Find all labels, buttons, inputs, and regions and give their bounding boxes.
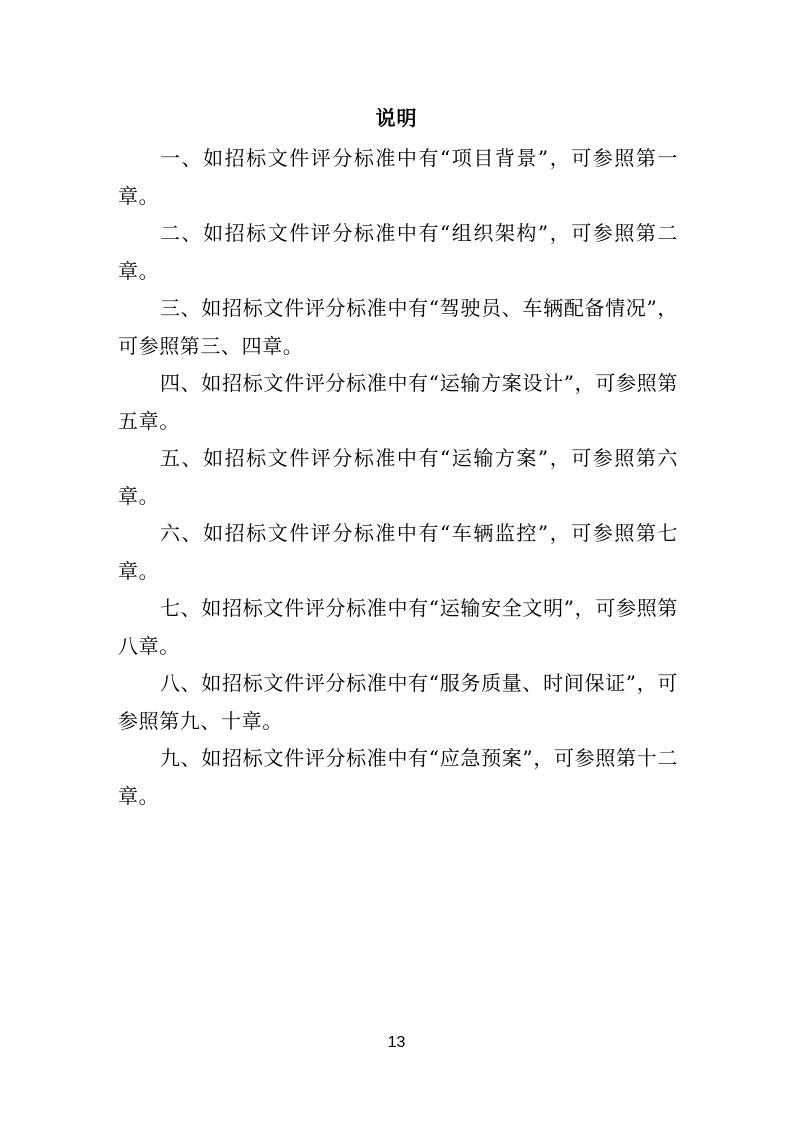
paragraph-4: 四、如招标文件评分标准中有“运输方案设计”，可参照第五章。 (118, 371, 678, 433)
page-title: 说明 (375, 106, 418, 130)
document-body (118, 140, 678, 815)
paragraph-2: 二、如招标文件评分标准中有“组织架构”，可参照第二章。 (118, 221, 678, 283)
paragraph-5: 五、如招标文件评分标准中有“运输方案”，可参照第六章。 (118, 446, 678, 508)
page-number: 13 (387, 1034, 406, 1051)
paragraph-9: 九、如招标文件评分标准中有“应急预案”，可参照第十二章。 (118, 746, 678, 808)
paragraph-6: 六、如招标文件评分标准中有“车辆监控”，可参照第七章。 (118, 521, 678, 583)
paragraph-7: 七、如招标文件评分标准中有“运输安全文明”，可参照第八章。 (118, 596, 678, 658)
paragraph-1: 一、如招标文件评分标准中有“项目背景”，可参照第一章。 (118, 146, 678, 208)
paragraph-8: 八、如招标文件评分标准中有“服务质量、时间保证”，可参照第九、十章。 (118, 671, 678, 733)
paragraph-3: 三、如招标文件评分标准中有“驾驶员、车辆配备情况”，可参照第三、四章。 (118, 296, 678, 358)
